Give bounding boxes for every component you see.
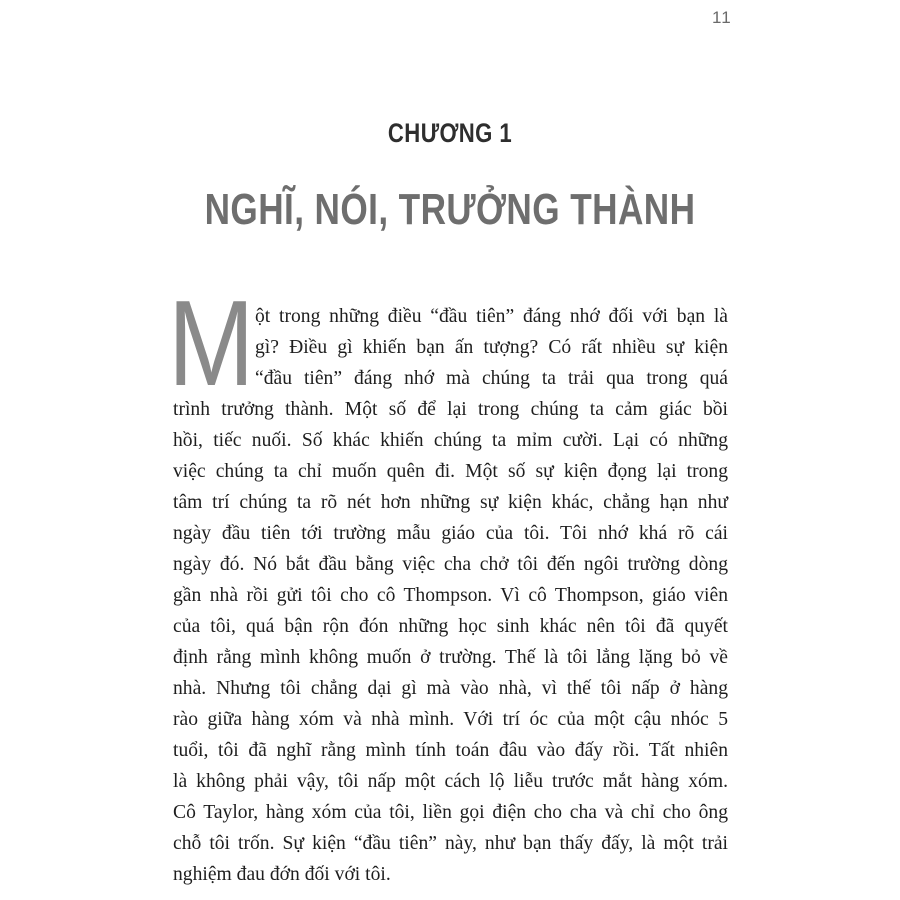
text-line: “đầu tiên” đáng nhớ mà chúng ta trải qua trong quá [255, 368, 728, 389]
text-line: Cô Taylor, hàng xóm của tôi, liền gọi điện cho cha và chỉ cho ông [173, 802, 728, 823]
text-line: ột trong những điều “đầu tiên” đáng nhớ đối với bạn là [255, 306, 728, 327]
chapter-label: CHƯƠNG 1 [387, 118, 513, 148]
text-line: nghiệm đau đớn đối với tôi. [173, 864, 391, 885]
text-line: tâm trí chúng ta rõ nét hơn những sự kiện khác, chẳng hạn như [173, 492, 728, 513]
text-line: rào giữa hàng xóm và nhà mình. Với trí óc của một cậu nhóc 5 [173, 709, 728, 730]
text-line: việc chúng ta chỉ muốn quên đi. Một số sự kiện đọng lại trong [173, 461, 728, 482]
text-line: tuổi, tôi đã nghĩ rằng mình tính toán đâu vào đấy rồi. Tất nhiên [173, 740, 728, 761]
page-number: 11 [712, 8, 732, 27]
text-line: gì? Điều gì khiến bạn ấn tượng? Có rất nhiều sự kiện [255, 337, 728, 358]
text-line: trình trưởng thành. Một số để lại trong chúng ta cảm giác bồi [173, 399, 728, 420]
text-line: ngày đó. Nó bắt đầu bằng việc cha chở tôi đến ngôi trường dòng [173, 554, 728, 575]
text-line: của tôi, quá bận rộn đón những học sinh khác nên tôi đã quyết [173, 616, 728, 637]
drop-cap: M [168, 275, 255, 411]
chapter-title: NGHĨ, NÓI, TRƯỞNG THÀNH [204, 185, 696, 234]
text-line: là không phải vậy, tôi nấp một cách lộ liễu trước mắt hàng xóm. [173, 771, 728, 792]
text-line: ngày đầu tiên tới trường mẫu giáo của tôi. Tôi nhớ khá rõ cái [173, 523, 728, 544]
text-line: nhà. Nhưng tôi chẳng dại gì mà vào nhà, vì thế tôi nấp ở hàng [173, 678, 728, 699]
text-line: chỗ tôi trốn. Sự kiện “đầu tiên” này, như bạn thấy đấy, là một trải [173, 833, 728, 854]
text-line: định rằng mình không muốn ở trường. Thế là tôi lẳng lặng bỏ về [173, 647, 728, 668]
text-line: gần nhà rồi gửi tôi cho cô Thompson. Vì cô Thompson, giáo viên [173, 585, 728, 606]
text-line: hồi, tiếc nuối. Số khác khiến chúng ta mỉm cười. Lại có những [173, 430, 728, 451]
